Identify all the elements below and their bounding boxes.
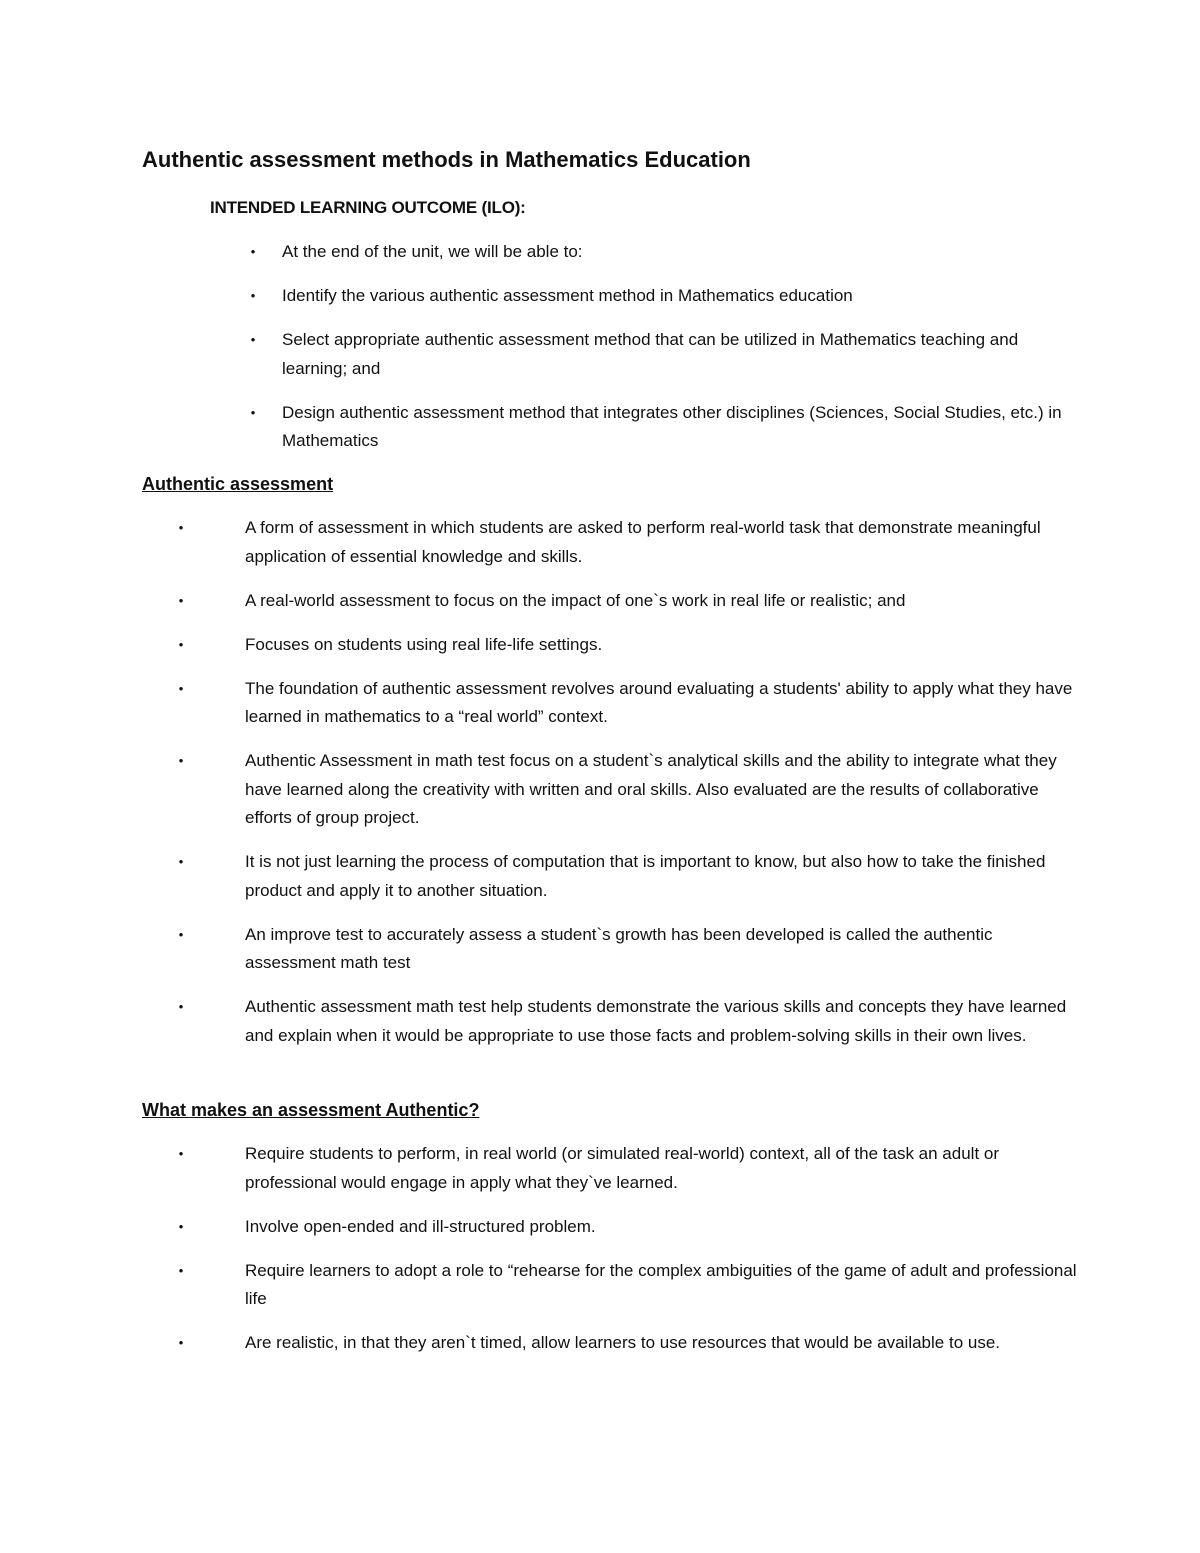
list-item: [174, 921, 1084, 978]
list-item-text: Authentic Assessment in math test focus on a student`s analytical skills and the ability to integrate what they have learned along the creativity with written and oral skills. Also evaluated are the results of collaborative efforts of group project.: [245, 751, 1057, 827]
bullet-icon: •: [178, 753, 184, 768]
what-makes-authentic-list: [174, 1140, 1084, 1373]
list-item: [174, 1329, 1084, 1358]
bullet-icon: •: [178, 680, 184, 696]
bullet-icon: •: [178, 926, 184, 942]
list-item-text: Require learners to adopt a role to “rehearse for the complex ambiguities of the game of adult and professional life: [245, 1260, 1077, 1308]
bullet-icon: •: [178, 592, 184, 608]
bullet-icon: •: [178, 1262, 184, 1278]
list-item: [174, 747, 1084, 833]
list-item-text: The foundation of authentic assessment revolves around evaluating a students' ability to apply what they have learned in mathematics to a “real world” context.: [245, 678, 1073, 726]
list-item: [246, 399, 1076, 456]
bullet-icon: •: [250, 404, 256, 420]
list-item: [174, 675, 1084, 732]
list-item-text: It is not just learning the process of computation that is important to know, but also how to take the finished product and apply it to another situation.: [245, 852, 1046, 900]
document-title: Authentic assessment methods in Mathematics Education: [142, 147, 751, 172]
ilo-heading: INTENDED LEARNING OUTCOME (ILO):: [210, 198, 526, 217]
list-item-text: Design authentic assessment method that integrates other disciplines (Sciences, Social Studies, etc.) in Mathematics: [282, 402, 1062, 450]
authentic-assessment-list: [174, 514, 1084, 1066]
list-item: [246, 238, 1076, 267]
bullet-icon: •: [178, 636, 184, 652]
list-item: [174, 587, 1084, 616]
list-item-text: Focuses on students using real life-life settings.: [245, 634, 603, 654]
bullet-icon: •: [250, 288, 256, 303]
bullet-icon: •: [178, 1146, 184, 1161]
list-item-text: Select appropriate authentic assessment method that can be utilized in Mathematics teaching and learning; and: [282, 330, 1019, 378]
list-item-text: Identify the various authentic assessment method in Mathematics education: [282, 286, 853, 305]
authentic-assessment-heading: Authentic assessment: [142, 474, 334, 494]
bullet-icon: •: [178, 520, 184, 535]
list-item: [174, 514, 1084, 571]
list-item: [246, 282, 1076, 311]
list-item: [174, 1213, 1084, 1242]
list-item-text: Authentic assessment math test help students demonstrate the various skills and concepts they have learned and explain when it would be appropriate to use those facts and problem-solving skills in their own lives.: [245, 997, 1067, 1045]
list-item-text: A real-world assessment to focus on the impact of one`s work in real life or realistic; and: [245, 590, 906, 610]
list-item-text: Involve open-ended and ill-structured problem.: [245, 1216, 596, 1236]
list-item-text: Are realistic, in that they aren`t timed, allow learners to use resources that would be available to use.: [245, 1333, 1000, 1352]
list-item: [246, 326, 1076, 383]
bullet-icon: •: [178, 854, 184, 869]
bullet-icon: •: [178, 999, 184, 1014]
list-item-text: At the end of the unit, we will be able to:: [282, 242, 583, 261]
list-item-text: Require students to perform, in real world (or simulated real-world) context, all of the task an adult or professional would engage in apply what they`ve learned.: [245, 1144, 1000, 1192]
bullet-icon: •: [250, 332, 256, 347]
what-makes-authentic-heading: What makes an assessment Authentic?: [142, 1100, 480, 1120]
list-item: [174, 993, 1084, 1050]
list-item: [174, 1140, 1084, 1197]
bullet-icon: •: [178, 1335, 184, 1350]
list-item-text: A form of assessment in which students are asked to perform real-world task that demonstrate meaningful application of essential knowledge and skills.: [245, 518, 1041, 566]
list-item-text: An improve test to accurately assess a student`s growth has been developed is called the authentic assessment math test: [245, 924, 993, 972]
list-item: [174, 848, 1084, 905]
bullet-icon: •: [250, 244, 256, 259]
list-item: [174, 1257, 1084, 1314]
ilo-list: [246, 238, 1076, 471]
list-item: [174, 631, 1084, 660]
bullet-icon: •: [178, 1218, 184, 1234]
